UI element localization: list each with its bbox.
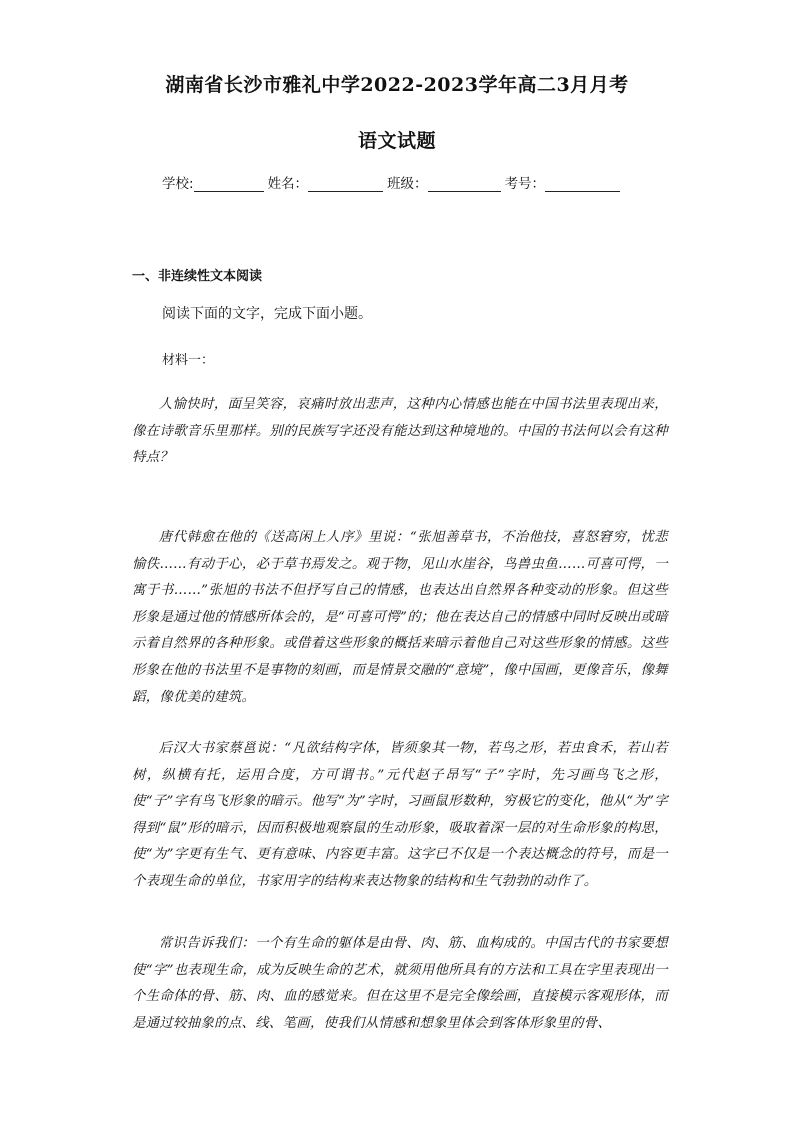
reading-instruction: 阅读下面的文字，完成下面小题。 [162, 306, 372, 322]
name-field [268, 172, 388, 192]
id-label: 考号： [504, 176, 546, 192]
id-blank[interactable] [545, 177, 620, 192]
class-blank[interactable] [428, 177, 501, 192]
student-info-line [162, 172, 642, 192]
class-field [387, 172, 505, 192]
section-heading: 一、非连续性文本阅读 [132, 269, 263, 284]
name-label: 姓名： [267, 176, 309, 192]
school-blank[interactable] [194, 177, 264, 192]
document-subtitle: 语文试题 [357, 130, 436, 152]
school-field [162, 172, 268, 192]
body-paragraph: 唐代韩愈在他的《送高闲上人序》里说：“张旭善草书，不治他技，喜怒窘穷，忧悲愉佚……有动于心，必于草书焉发之。观于物，见山水崖谷，鸟兽虫鱼……可喜可愕，一寓于书……”张旭的书法不但抒写自己的情感，也表达出自然界各种变动的形象。但这些形象是通过他的情感所体会的，是“可喜可愕”的；他在表达自己的情感中同时反映出或暗示着自然界的各种形象。或借着这些形象的概括来暗示着他自己对这些形象的情感。这些形象在他的书法里不是事物的刻画，而是情景交融的“意境”，像中国画，更像音乐，像舞蹈，像优美的建筑。 [132, 530, 668, 705]
school-label: 学校: [162, 176, 194, 192]
material-label: 材料一： [162, 353, 215, 368]
body-paragraph: 后汉大书家蔡邕说：“凡欲结构字体，皆须象其一物，若鸟之形，若虫食禾，若山若树，纵横有托，运用合度，方可谓书。”元代赵子昂写“子”字时，先习画鸟飞之形，使“子”字有鸟飞形象的暗示。他写“为”字时，习画鼠形数种，穷极它的变化，他从“为”字得到“鼠”形的暗示，因而积极地观察鼠的生动形象，吸取着深一层的对生命形象的构思，使“为”字更有生气、更有意味、内容更丰富。这字已不仅是一个表达概念的符号，而是一个表现生命的单位，书家用字的结构来表达物象的结构和生气勃勃的动作了。 [132, 741, 668, 889]
name-blank[interactable] [308, 177, 383, 192]
id-field [505, 172, 625, 192]
body-paragraph: 人愉快时，面呈笑容，哀痛时放出悲声，这种内心情感也能在中国书法里表现出来，像在诗歌音乐里那样。别的民族写字还没有能达到这种境地的。中国的书法何以会有这种特点？ [132, 397, 668, 466]
document-title: 湖南省长沙市雅礼中学2022-2023学年高二3月月考 [165, 74, 629, 96]
body-paragraph: 常识告诉我们：一个有生命的躯体是由骨、肉、筋、血构成的。中国古代的书家要想使“字”也表现生命，成为反映生命的艺术，就须用他所具有的方法和工具在字里表现出一个生命体的骨、筋、肉、血的感觉来。但在这里不是完全像绘画，直接模示客观形体，而是通过较抽象的点、线、笔画，使我们从情感和想象里体会到客体形象里的骨、 [132, 936, 668, 1031]
class-label: 班级： [387, 176, 428, 192]
